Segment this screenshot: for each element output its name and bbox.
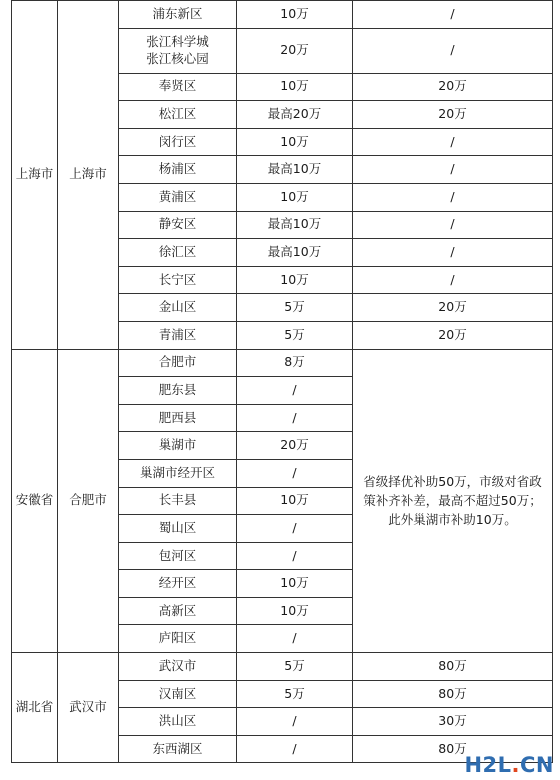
subsidy-cell: 5万 bbox=[237, 321, 353, 349]
city-cell: 合肥市 bbox=[58, 349, 119, 653]
district-cell: 杨浦区 bbox=[119, 156, 237, 184]
district-cell: 静安区 bbox=[119, 211, 237, 239]
subsidy-cell: 最高10万 bbox=[237, 156, 353, 184]
table-row bbox=[12, 349, 553, 377]
watermark-cn: CN bbox=[520, 753, 554, 777]
subsidy-cell: 最高10万 bbox=[237, 239, 353, 267]
district-cell bbox=[119, 28, 237, 73]
subsidy-cell: 8万 bbox=[237, 349, 353, 377]
subsidy-cell: 10万 bbox=[237, 597, 353, 625]
district-cell: 合肥市 bbox=[119, 349, 237, 377]
subsidy-cell: / bbox=[237, 459, 353, 487]
district-cell: 肥西县 bbox=[119, 404, 237, 432]
extra-cell: 20万 bbox=[353, 73, 553, 101]
district-cell: 徐汇区 bbox=[119, 239, 237, 267]
extra-cell: 30万 bbox=[353, 708, 553, 736]
district-cell: 汉南区 bbox=[119, 680, 237, 708]
subsidy-cell: 最高10万 bbox=[237, 211, 353, 239]
extra-cell: / bbox=[353, 266, 553, 294]
district-cell: 黄浦区 bbox=[119, 183, 237, 211]
subsidy-cell: / bbox=[237, 542, 353, 570]
city-cell: 武汉市 bbox=[58, 653, 119, 763]
extra-cell: 80万 bbox=[353, 653, 553, 681]
subsidy-cell: 5万 bbox=[237, 294, 353, 322]
subsidy-cell: 10万 bbox=[237, 570, 353, 598]
subsidy-cell: 10万 bbox=[237, 487, 353, 515]
subsidy-cell: 10万 bbox=[237, 183, 353, 211]
district-cell: 包河区 bbox=[119, 542, 237, 570]
watermark-h2l: H2L bbox=[464, 753, 512, 777]
subsidy-table bbox=[11, 0, 553, 763]
extra-cell: / bbox=[353, 28, 553, 73]
subsidy-cell: / bbox=[237, 377, 353, 405]
district-cell: 洪山区 bbox=[119, 708, 237, 736]
extra-cell: / bbox=[353, 128, 553, 156]
subsidy-cell: / bbox=[237, 515, 353, 543]
table-row bbox=[12, 653, 553, 681]
subsidy-cell: 20万 bbox=[237, 28, 353, 73]
extra-cell: 20万 bbox=[353, 294, 553, 322]
district-cell: 蜀山区 bbox=[119, 515, 237, 543]
district-cell: 浦东新区 bbox=[119, 1, 237, 29]
subsidy-cell: 10万 bbox=[237, 266, 353, 294]
city-cell: 上海市 bbox=[58, 1, 119, 350]
district-cell: 巢湖市 bbox=[119, 432, 237, 460]
extra-cell: 80万 bbox=[353, 680, 553, 708]
subsidy-cell: 10万 bbox=[237, 73, 353, 101]
extra-cell: / bbox=[353, 211, 553, 239]
district-cell: 高新区 bbox=[119, 597, 237, 625]
district-cell: 长宁区 bbox=[119, 266, 237, 294]
district-cell: 闵行区 bbox=[119, 128, 237, 156]
table-row bbox=[12, 1, 553, 29]
district-cell: 金山区 bbox=[119, 294, 237, 322]
h2l-watermark-logo bbox=[464, 755, 554, 776]
extra-cell: / bbox=[353, 156, 553, 184]
subsidy-cell: 20万 bbox=[237, 432, 353, 460]
extra-cell: 20万 bbox=[353, 321, 553, 349]
district-cell: 奉贤区 bbox=[119, 73, 237, 101]
extra-cell: / bbox=[353, 239, 553, 267]
district-cell: 松江区 bbox=[119, 101, 237, 129]
district-cell: 肥东县 bbox=[119, 377, 237, 405]
extra-cell: / bbox=[353, 1, 553, 29]
extra-cell: / bbox=[353, 183, 553, 211]
subsidy-cell: 10万 bbox=[237, 1, 353, 29]
district-cell: 武汉市 bbox=[119, 653, 237, 681]
district-line: 张江核心园 bbox=[146, 50, 209, 66]
subsidy-cell: 5万 bbox=[237, 680, 353, 708]
district-line: 张江科学城 bbox=[146, 33, 209, 49]
district-cell: 经开区 bbox=[119, 570, 237, 598]
watermark-dot: . bbox=[511, 753, 520, 777]
province-cell: 湖北省 bbox=[12, 653, 58, 763]
district-cell: 巢湖市经开区 bbox=[119, 459, 237, 487]
subsidy-cell: 5万 bbox=[237, 653, 353, 681]
subsidy-cell: 10万 bbox=[237, 128, 353, 156]
subsidy-cell: 最高20万 bbox=[237, 101, 353, 129]
extra-cell: 20万 bbox=[353, 101, 553, 129]
province-cell: 安徽省 bbox=[12, 349, 58, 653]
district-cell: 青浦区 bbox=[119, 321, 237, 349]
district-cell: 东西湖区 bbox=[119, 735, 237, 763]
policy-note-cell: 省级择优补助50万，市级对省政策补齐补差，最高不超过50万；此外巢湖市补助10万。 bbox=[353, 349, 553, 653]
subsidy-cell: / bbox=[237, 625, 353, 653]
province-cell: 上海市 bbox=[12, 1, 58, 350]
subsidy-cell: / bbox=[237, 735, 353, 763]
subsidy-cell: / bbox=[237, 404, 353, 432]
subsidy-cell: / bbox=[237, 708, 353, 736]
district-cell: 庐阳区 bbox=[119, 625, 237, 653]
district-cell: 长丰县 bbox=[119, 487, 237, 515]
extra-cell: 80万 bbox=[353, 735, 553, 763]
